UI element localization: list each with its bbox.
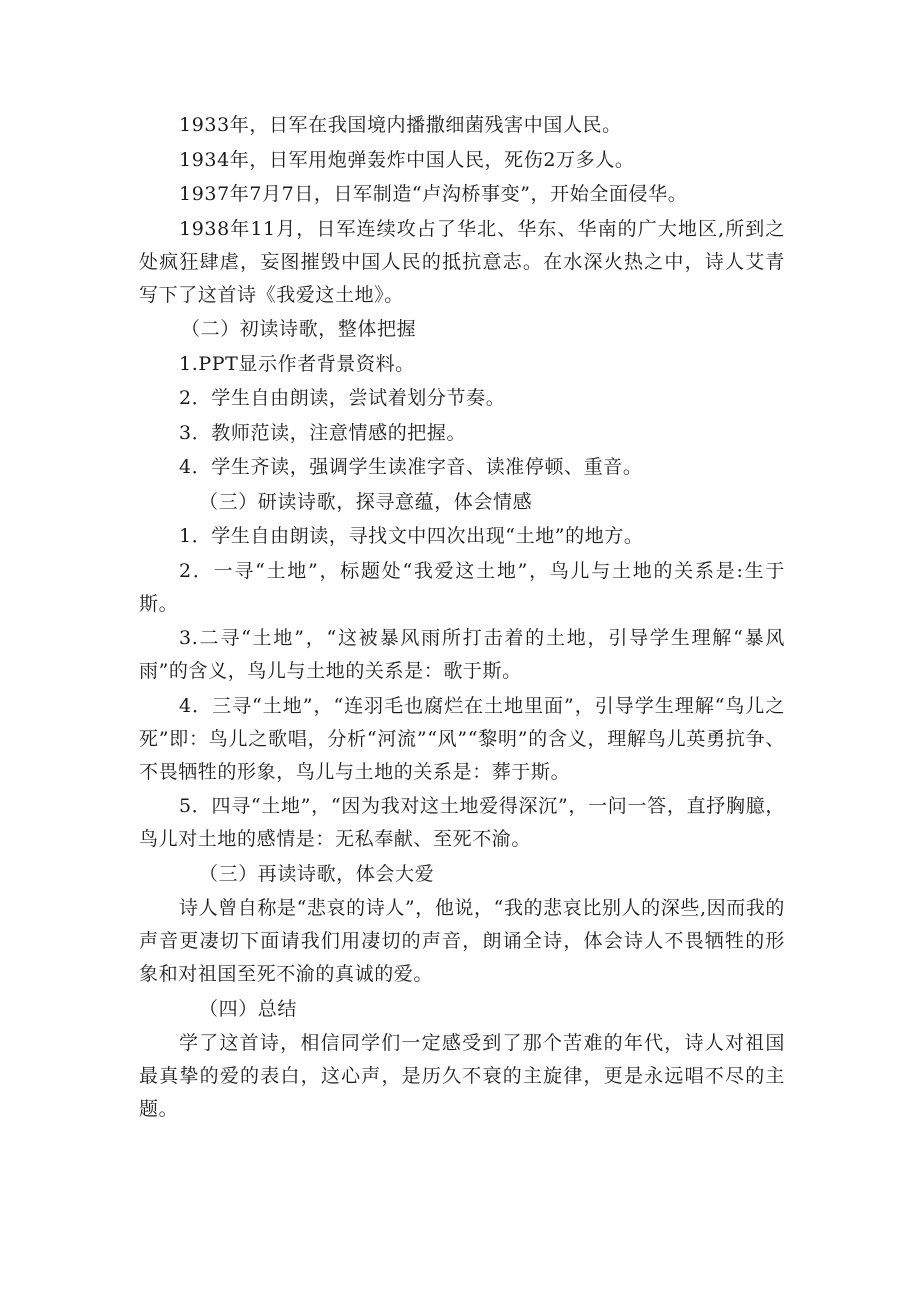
section-heading-first-reading: （二）初读诗歌，整体把握 — [181, 318, 417, 340]
list-item: 1．学生自由朗读，寻找文中四次出现“土地”的地方。 — [179, 525, 644, 547]
paragraph-1938: 1938年11月，日军连续攻占了华北、华东、华南的广大地区,所到之处疯狂肆虐，妄图摧毁中国人民的抵抗意志。在水深火热之中，诗人艾青写下了这首诗《我爱这土地》。 — [139, 217, 785, 306]
list-item: 2．学生自由朗读，尝试着划分节奏。 — [179, 387, 506, 409]
list-item: 1.PPT显示作者背景资料。 — [179, 352, 415, 375]
document-page — [139, 109, 785, 1128]
list-item: 2．一寻“土地”，标题处“我爱这土地”，鸟儿与土地的关系是:生于斯。 — [139, 559, 785, 615]
list-item: 5．四寻“土地”，“因为我对这土地爱得深沉”，一问一答，直抒胸臆，鸟儿对土地的感情是：无私奉献、至死不渝。 — [139, 795, 785, 850]
list-item: 4．学生齐读，强调学生读准字音、读准停顿、重音。 — [179, 456, 643, 478]
paragraph-summary: 学了这首诗，相信同学们一定感受到了那个苦难的年代，诗人对祖国最真挚的爱的表白，这心声，是历久不衰的主旋律，更是永远唱不尽的主题。 — [139, 1032, 785, 1120]
list-item: 3.二寻“土地”，“这被暴风雨所打击着的土地，引导学生理解“暴风雨”的含义，鸟儿与土地的关系是：歌于斯。 — [139, 627, 785, 682]
list-item: 3．教师范读，注意情感的把握。 — [179, 421, 467, 444]
paragraph-1934: 1934年，日军用炮弹轰炸中国人民，死伤2万多人。 — [179, 148, 635, 171]
section-heading-study: （三）研读诗歌，探寻意蕴，体会情感 — [199, 490, 533, 513]
list-item: 4．三寻“土地”，“连羽毛也腐烂在土地里面”，引导学生理解“鸟儿之死”即：鸟儿之歌唱，分析“河流”“风”“黎明”的含义，理解鸟儿英勇抗争、不畏牺牲的形象，鸟儿与土地的关系是：葬于斯。 — [139, 694, 785, 783]
paragraph-poet-quote: 诗人曾自称是“悲哀的诗人”，他说，“我的悲哀比别人的深些,因而我的声音更凄切下面请我们用凄切的声音，朗诵全诗，体会诗人不畏牺牲的形象和对祖国至死不渝的真诚的爱。 — [139, 897, 785, 985]
paragraph-1937: 1937年7月7日，日军制造“卢沟桥事变”，开始全面侵华。 — [179, 183, 688, 205]
paragraph-1933: 1933年，日军在我国境内播撒细菌残害中国人民。 — [179, 114, 622, 136]
section-heading-summary: （四）总结 — [199, 997, 298, 1020]
section-heading-reread: （三）再读诗歌，体会大爱 — [199, 862, 435, 885]
